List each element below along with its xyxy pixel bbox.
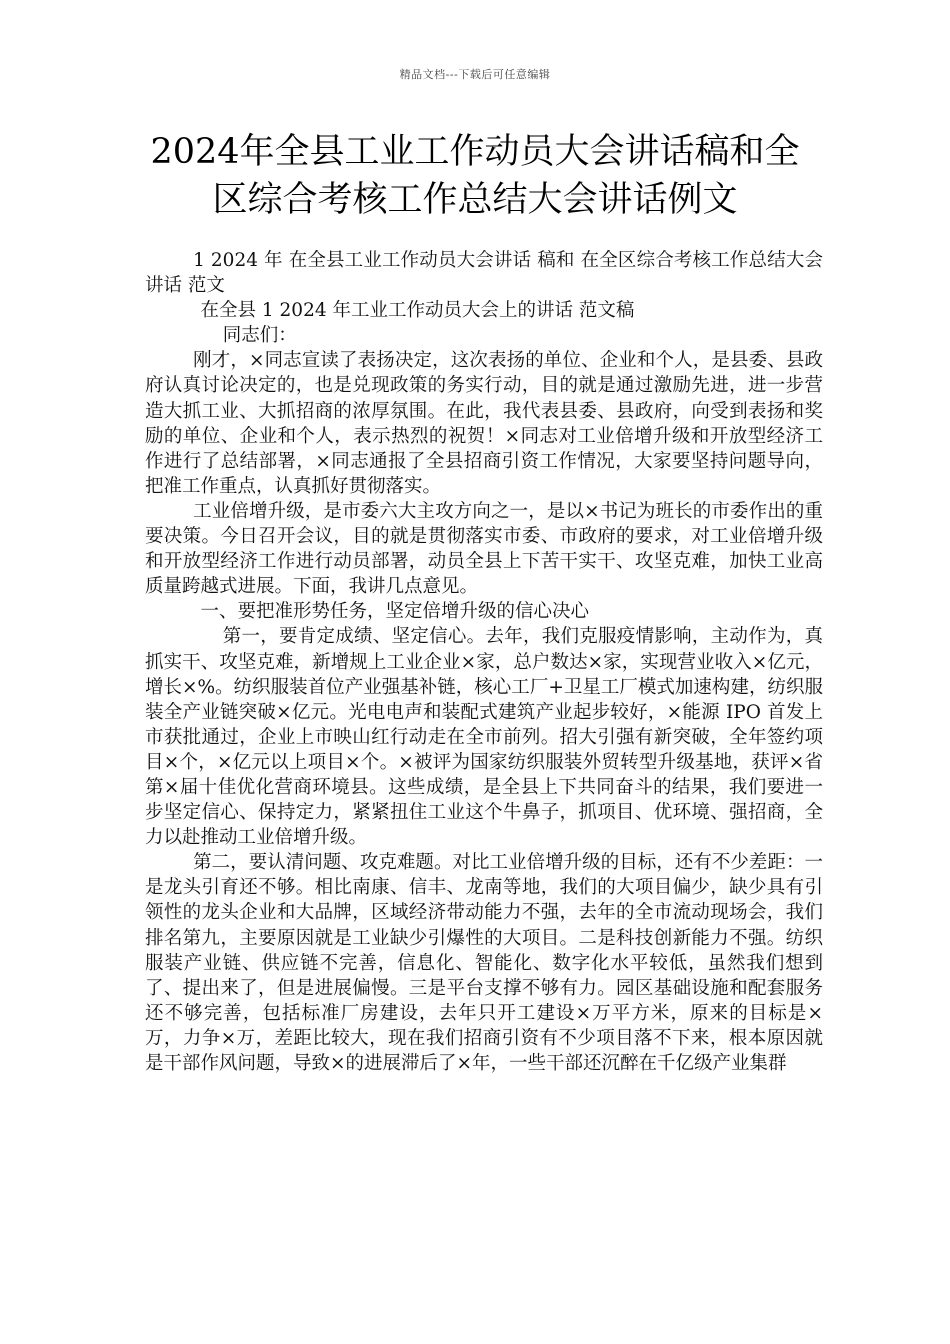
paragraph-body: 工业倍增升级，是市委六大主攻方向之一，是以×书记为班长的市委作出的重要决策。今日召开会议，目的就是贯彻落实市委、市政府的要求，对工业倍增升级和开放型经济工作进行动员部署，动员全县上下苦干实干、攻坚克难，加快工业高质量跨越式进展。下面，我讲几点意见。 xyxy=(145,500,823,598)
paragraph-salutation: 同志们： xyxy=(222,325,297,347)
document-title: 2024年全县工业工作动员大会讲话稿和全区综合考核工作总结大会讲话例文 xyxy=(150,132,800,220)
header-note: 精品文档---下载后可任意编辑 xyxy=(399,68,551,81)
document-body xyxy=(145,248,823,1076)
section-heading: 一、要把准形势任务，坚定倍增升级的信心决心 xyxy=(200,601,590,623)
paragraph-body: 第二，要认清问题、攻克难题。对比工业倍增升级的目标，还有不少差距：一是龙头引育还不够。相比南康、信丰、龙南等地，我们的大项目偏少，缺少具有引领性的龙头企业和大品牌，区域经济带动能力不强，去年的全市流动现场会，我们排名第九，主要原因就是工业缺少引爆性的大项目。二是科技创新能力不强。纺织服装产业链、供应链不完善，信息化、智能化、数字化水平较低，虽然我们想到了、提出来了，但是进展偏慢。三是平台支撑不够有力。园区基础设施和配套服务还不够完善，包括标准厂房建设，去年只开工建设×万平方米，原来的目标是×万，力争×万，差距比较大，现在我们招商引资有不少项目落不下来，根本原因就是干部作风问题，导致×的进展滞后了×年，一些干部还沉醉在千亿级产业集群 xyxy=(145,852,823,1074)
paragraph-body: 第一，要肯定成绩、坚定信心。去年，我们克服疫情影响，主动作为，真抓实干、攻坚克难，新增规上工业企业×家，总户数达×家，实现营业收入×亿元，增长×%。纺织服装首位产业强基补链，核心工厂+卫星工厂模式加速构建，纺织服装全产业链突破×亿元。光电电声和装配式建筑产业起步较好，×能源 IPO 首发上市获批通过，企业上市映山红行动走在全市前列。招大引强有新突破，全年签约项目×个，×亿元以上项目×个。×被评为国家纺织服装外贸转型升级基地，获评×省第×届十佳优化营商环境县。这些成绩，是全县上下共同奋斗的结果，我们要进一步坚定信心、保持定力，紧紧扭住工业这个牛鼻子，抓项目、优环境、强招商，全力以赴推动工业倍增升级。 xyxy=(145,626,823,849)
paragraph-speech-title: 在全县 1 2024 年工业工作动员大会上的讲话 范文稿 xyxy=(200,300,635,322)
paragraph-heading-source: 1 2024 年 在全县工业工作动员大会讲话 稿和 在全区综合考核工作总结大会讲话 范文 xyxy=(145,250,823,297)
paragraph-body: 刚才，×同志宣读了表扬决定，这次表扬的单位、企业和个人，是县委、县政府认真讨论决定的，也是兑现政策的务实行动，目的就是通过激励先进，进一步营造大抓工业、大抓招商的浓厚氛围。在此，我代表县委、县政府，向受到表扬和奖励的单位、企业和个人，表示热烈的祝贺！×同志对工业倍增升级和开放型经济工作进行了总结部署，×同志通报了全县招商引资工作情况，大家要坚持问题导向，把准工作重点，认真抓好贯彻落实。 xyxy=(145,350,823,497)
